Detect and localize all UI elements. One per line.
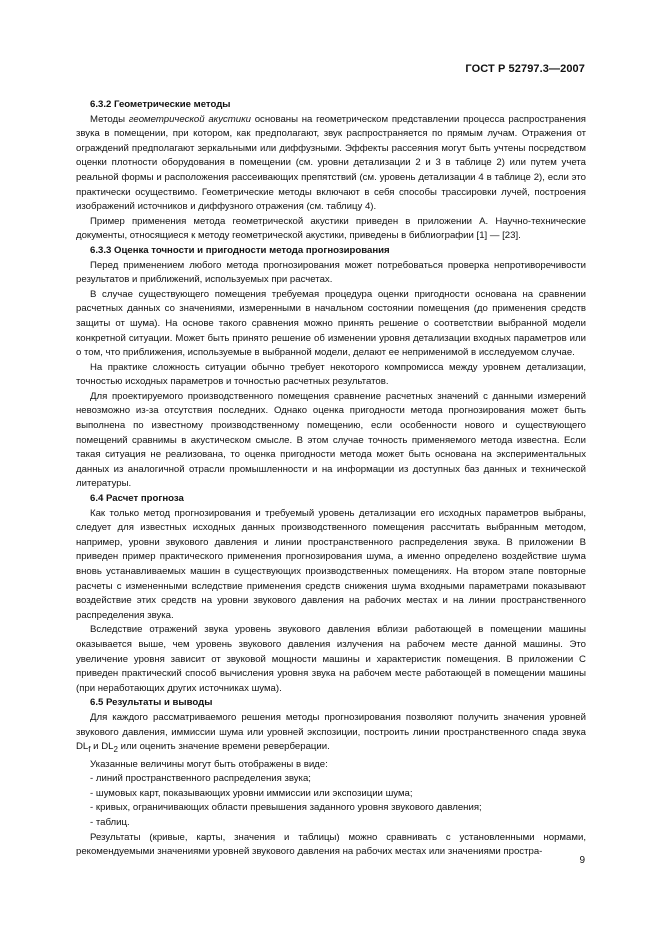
section-6-4-title: 6.4 Расчет прогноза: [90, 493, 184, 505]
section-6-5-paragraph-2: Указанные величины могут быть отображены в виде:: [90, 758, 328, 770]
section-6-3-2-title: 6.3.2 Геометрические методы: [90, 99, 231, 110]
section-6-3-3-paragraph-3: На практике сложность ситуации обычно требует некоторого компромисса между уровнем детализации, точностью исходных параметров и точностью расчетных результатов.: [76, 361, 586, 388]
section-6-5-paragraph-3: Результаты (кривые, карты, значения и таблицы) можно сравнивать с установленными нормами, рекомендуемыми значениями уровней звукового давления на рабочих местах или значениями простра-: [76, 831, 586, 858]
section-6-3-3-paragraph-4: Для проектируемого производственного помещения сравнение расчетных значений с данными измерений невозможно из-за отсутствия последних. Однако оценка пригодности метода прогнозирования может быть выполнена по известному производственному помещению, если особенности нового и существующего помещений сравнимы в акустическом смысле. В этом случае точность применяемого метода известна. Если такая ситуация не реализована, то оценка пригодности метода может быть основана на экспериментальных данных из аналогичной отрасли промышленности и на информации из доступных баз данных и технической литературы.: [76, 390, 586, 490]
document-code: ГОСТ Р 52797.3—2007: [465, 63, 585, 75]
list-item: - линий пространственного распределения звука;: [76, 772, 586, 787]
section-6-5-title: 6.5 Результаты и выводы: [90, 697, 213, 709]
section-6-4-paragraph-1: Как только метод прогнозирования и требуемый уровень детализации его исходных параметров выбраны, следует для известных исходных данных производственного помещения рассчитать выбранным методом, например, уровни звукового давления и линии пространственного распределения звука. В приложении В приведен пример практического применения прогнозирования шума, а именно определено воздействие шума вновь устанавливаемых машин в существующих производственных помещениях. На втором этапе повторные расчеты с измененными вследствие применения средств снижения шума входными параметрами показывают воздействие этих средств на уровни звукового давления на рабочих местах и на линии пространственного распределения звука.: [76, 507, 586, 621]
section-6-3-3-paragraph-2: В случае существующего помещения требуемая процедура оценки пригодности основана на сравнении расчетных данных со значениями, измеренными в начальном состоянии помещения (до применения средств защиты от шума). На основе такого сравнения можно принять решение о соответствии выбранной модели конкретной ситуации. Может быть принято решение об изменении уровня детализации входных параметров или о том, что приближения, используемые в выбранной модели, делают ее неприменимой в исследуемом случае.: [76, 288, 586, 359]
document-body: [76, 98, 586, 860]
section-6-5-paragraph-1: Для каждого рассматриваемого решения методы прогнозирования позволяют получить значения уровней звукового давления, иммиссии шума или уровней экспозиции, построить линии пространственного спада звука $DL_f$ и $DL_2$ или оценить значение времени реверберации.: [76, 711, 586, 755]
italic-term: геометрической акустики: [128, 113, 251, 125]
section-6-3-2-paragraph-1: Методы геометрической акустики основаны на геометрическом представлении процесса распространения звука в помещении, при котором, как предполагают, звук распространяется по прямым лучам. Отражения от ограждений предполагают зеркальными или диффузными. Эффекты рассеяния могут быть учтены посредством оценки плотности оборудования в помещении (см. уровни детализации 2 и 3 в таблице 2) или путем учета реальной формы и расположения рассеивающих препятствий (см. уровень детализации 4 в таблице 2), если это практически осуществимо. Геометрические методы включают в себя способы трассировки лучей, построения изображений источников и диффузного отражения (см. таблицу 4).: [76, 113, 586, 213]
result-forms-list: [76, 772, 586, 830]
section-6-3-3-title: 6.3.3 Оценка точности и пригодности метода прогнозирования: [90, 244, 390, 256]
section-6-3-2-paragraph-2: Пример применения метода геометрической акустики приведен в приложении А. Научно-технические документы, относящиеся к методу геометрической акустики, приведены в библиографии [1] — [23].: [76, 215, 586, 242]
list-item: - таблиц.: [76, 816, 586, 831]
list-item: - шумовых карт, показывающих уровни иммиссии или экспозиции шума;: [76, 787, 586, 802]
section-6-4-paragraph-2: Вследствие отражений звука уровень звукового давления вблизи работающей в помещении машины оказывается выше, чем уровень звукового давления излучения на рабочем месте данной машины. Это увеличение уровня зависит от звуковой мощности машины и характеристик помещения. В приложении С приведен практический способ вычисления уровня звука на рабочем месте работающей в помещении машины (при неработающих других источниках шума).: [76, 624, 586, 694]
section-6-3-3-paragraph-1: Перед применением любого метода прогнозирования может потребоваться проверка непротиворечивости результатов и приближений, используемых при расчетах.: [76, 259, 586, 286]
page-number: 9: [579, 855, 585, 866]
list-item: - кривых, ограничивающих области превышения заданного уровня звукового давления;: [76, 801, 586, 816]
